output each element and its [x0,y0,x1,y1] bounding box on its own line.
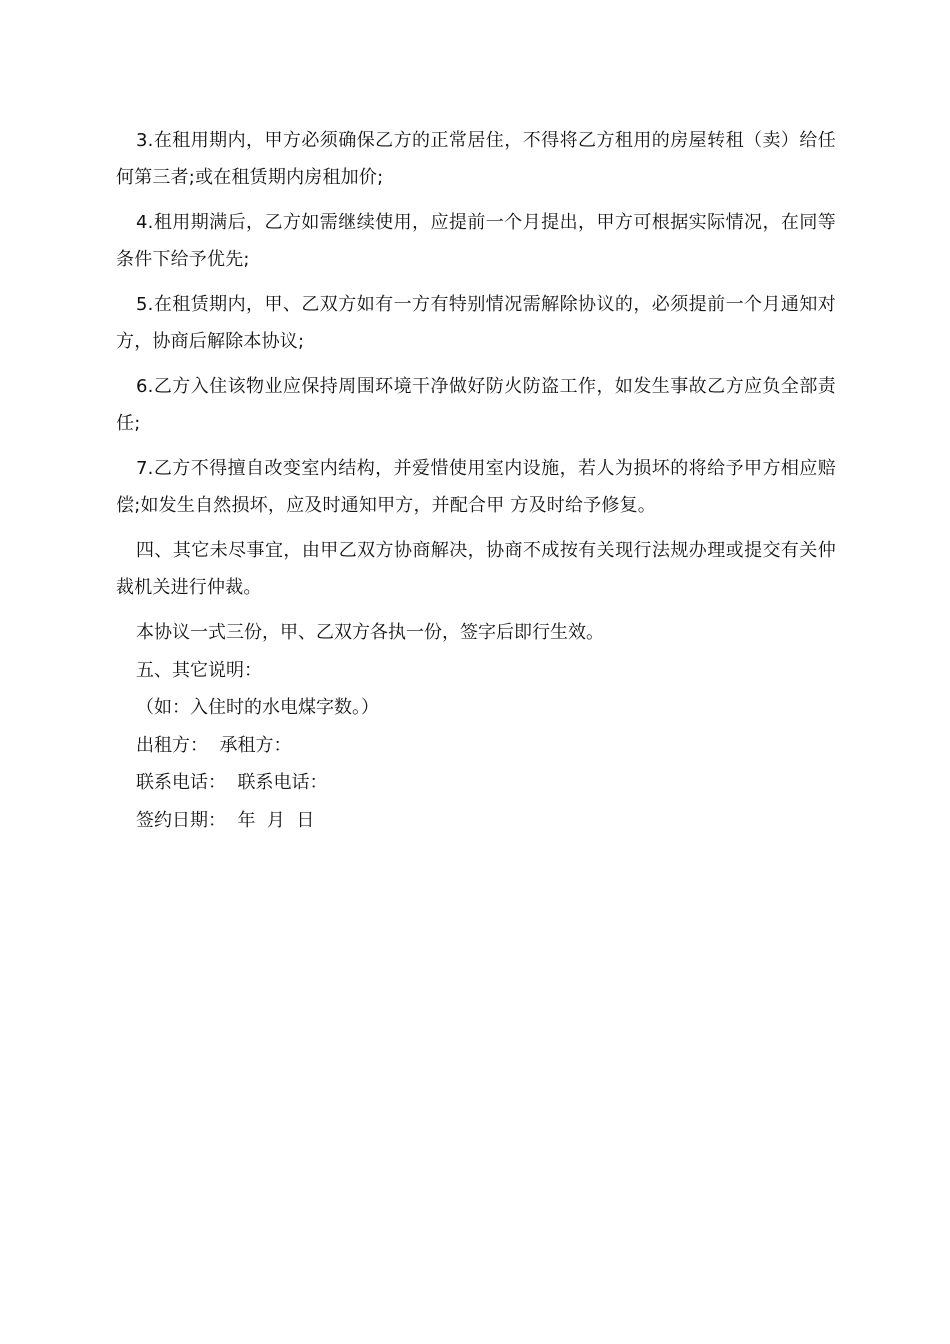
clause-7: 7.乙方不得擅自改变室内结构，并爱惜使用室内设施，若人为损坏的将给予甲方相应赔偿;如发生自然损坏，应及时通知甲方，并配合甲 方及时给予修复。 [116,458,836,516]
date-line: 签约日期： 年 月 日 [136,809,315,831]
clause-5: 5.在租赁期内，甲、乙双方如有一方有特别情况需解除协议的，必须提前一个月通知对方，协商后解除本协议; [116,294,836,352]
clause-4: 4.租用期满后，乙方如需继续使用，应提前一个月提出，甲方可根据实际情况，在同等条件下给予优先; [116,212,836,270]
other-heading: 五、其它说明： [136,659,262,681]
copies-note: 本协议一式三份，甲、乙双方各执一份，签字后即行生效。 [136,622,604,643]
clause-3: 3.在租用期内，甲方必须确保乙方的正常居住，不得将乙方租用的房屋转租（卖）给任何第三者;或在租赁期内房租加价; [116,130,836,188]
other-example: （如：入住时的水电煤字数。） [136,697,379,718]
document-body [116,122,836,839]
parties-line: 出租方： 承租方： [136,734,292,756]
clause-6: 6.乙方入住该物业应保持周围环境干净做好防火防盗工作，如发生事故乙方应负全部责任; [116,376,836,434]
phone-line: 联系电话： 联系电话： [136,772,328,793]
section-four: 四、其它未尽事宜，由甲乙双方协商解决，协商不成按有关现行法规办理或提交有关仲裁机关进行仲裁。 [116,540,836,598]
